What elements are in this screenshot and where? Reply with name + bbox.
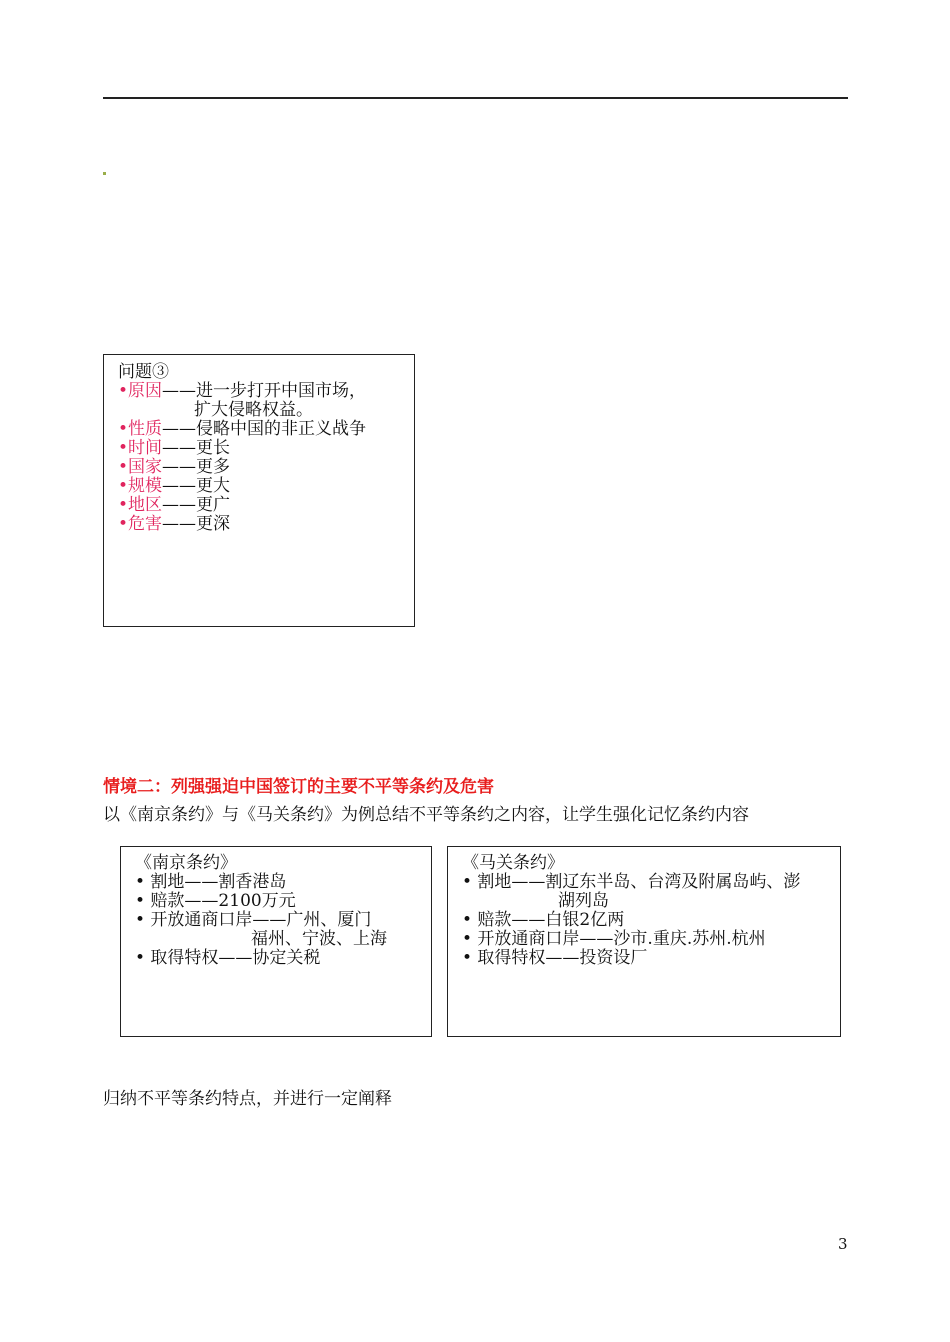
maguan-treaty-box xyxy=(447,846,841,1037)
question3-item-harm xyxy=(118,515,230,534)
item-term: •危害 xyxy=(118,514,163,534)
nanjing-line: 福州、宁波、上海 xyxy=(251,929,387,949)
item-term: •时间 xyxy=(118,438,163,458)
maguan-line: 湖列岛 xyxy=(558,891,609,911)
scenario2-intro: 以《南京条约》与《马关条约》为例总结不平等条约之内容，让学生强化记忆条约内容 xyxy=(103,805,749,825)
page-number: 3 xyxy=(838,1235,848,1253)
item-term: •地区 xyxy=(118,495,163,515)
item-term: •性质 xyxy=(118,419,163,439)
question3-box xyxy=(103,354,415,627)
question3-item-nature xyxy=(118,420,366,439)
question3-item-cause-cont xyxy=(194,401,313,420)
question3-title: 问题③ xyxy=(118,362,169,382)
item-text: ——更长 xyxy=(162,438,231,458)
item-text: ——更广 xyxy=(162,495,231,515)
nanjing-line: • 赔款——2100万元 xyxy=(135,891,296,911)
nanjing-line: • 割地——割香港岛 xyxy=(135,872,287,892)
maguan-line: • 赔款——白银2亿两 xyxy=(462,910,625,930)
maguan-line: • 取得特权——投资设厂 xyxy=(462,948,648,968)
item-text: ——侵略中国的非正义战争 xyxy=(162,419,367,439)
question3-item-time xyxy=(118,439,230,458)
nanjing-line: • 取得特权——协定关税 xyxy=(135,948,321,968)
item-term: •原因 xyxy=(118,381,163,401)
item-text: 扩大侵略权益。 xyxy=(194,400,313,420)
scenario2-heading: 情境二：列强强迫中国签订的主要不平等条约及危害 xyxy=(103,777,494,797)
maguan-line: • 割地——割辽东半岛、台湾及附属岛屿、澎 xyxy=(462,872,801,892)
item-text: ——进一步打开中国市场， xyxy=(162,381,367,401)
nanjing-line: • 开放通商口岸——广州、厦门 xyxy=(135,910,372,930)
question3-item-scale xyxy=(118,477,230,496)
nanjing-treaty-box xyxy=(120,846,432,1037)
maguan-line: • 开放通商口岸——沙市.重庆.苏州.杭州 xyxy=(462,929,766,949)
item-text: ——更大 xyxy=(162,476,231,496)
header-rule xyxy=(103,97,848,99)
item-text: ——更深 xyxy=(162,514,231,534)
item-text: ——更多 xyxy=(162,457,231,477)
item-term: •规模 xyxy=(118,476,163,496)
nanjing-title: 《南京条约》 xyxy=(135,853,237,873)
question3-item-countries xyxy=(118,458,230,477)
question3-item-region xyxy=(118,496,230,515)
item-term: •国家 xyxy=(118,457,163,477)
summary-text: 归纳不平等条约特点，并进行一定阐释 xyxy=(103,1089,392,1109)
question3-item-cause xyxy=(118,382,366,401)
marker-dot xyxy=(103,172,106,175)
maguan-title: 《马关条约》 xyxy=(462,853,564,873)
